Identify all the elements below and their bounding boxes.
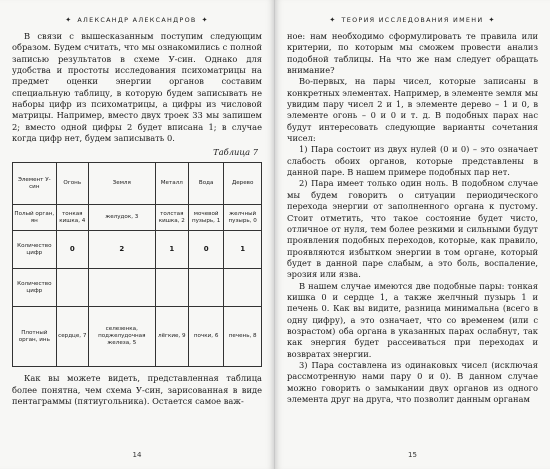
table-cell: печень, 8	[224, 307, 262, 367]
table-row	[13, 231, 262, 269]
table-cell	[155, 269, 188, 307]
table-row-label: Количество цифр	[13, 231, 57, 269]
left-paragraph-2: Как вы можете видеть, представленная таблица более понятна, чем схема У-син, зарисованная в виде пентаграммы (пятиугольника). Остается самое важ-	[12, 373, 262, 407]
table-cell: 0	[56, 231, 88, 269]
table-cell: почки, 6	[188, 307, 223, 367]
table-header-cell: Вода	[188, 163, 223, 205]
right-paragraph-5: В нашем случае имеются две подобные пары: тонкая кишка 0 и сердце 1, а также желчный пузырь 1 и печень 0. Как вы видите, разница минимальна (всего в одну цифру), а это означает, что со временем (или с возрастом) оба органа в указанных парах ослабнут, так как энергия будет рассеиваться при переходах и возвратах энергии.	[287, 280, 538, 359]
table-header-cell: Металл	[155, 163, 188, 205]
table-row	[13, 205, 262, 231]
table-cell: желчный пузырь, 0	[224, 205, 262, 231]
table-cell	[224, 269, 262, 307]
table-row-label: Полый орган, ян	[13, 205, 57, 231]
table-cell: мочевой пузырь, 1	[188, 205, 223, 231]
table-header-cell: Дерево	[224, 163, 262, 205]
table-cell: толстая кишка, 2	[155, 205, 188, 231]
left-body-text	[12, 31, 262, 144]
left-running-head	[12, 14, 262, 26]
table-cell	[188, 269, 223, 307]
table-7	[12, 162, 262, 367]
right-running-head	[287, 14, 538, 26]
left-paragraph-1: В связи с вышесказанным поступим следующим образом. Будем считать, что мы ознакомились с полной записью результатов в схеме У-син. Однако для удобства и простоты исследования психоматрицы на предмет оценки энергии органов составим специальную таблицу, в которую будем записывать не наборы цифр из психоматрицы, а цифры из числовой матрицы. Например, вместо двух троек 33 мы запишем 2; вместо одной цифры 2 будет вписана 1; в случае когда цифр нет, будем записывать 0.	[12, 31, 262, 144]
table-cell: селезенка, поджелудочная железа, 5	[88, 307, 155, 367]
table-row-label: Плотный орган, инь	[13, 307, 57, 367]
right-page-number: 15	[408, 451, 417, 459]
right-paragraph-6: 3) Пара составлена из одинаковых чисел (исключая рассмотренную нами пару 0 и 0). В данном случае можно говорить о замыкании двух органов из одного элемента друг на друга, что позволит данным органам	[287, 359, 538, 404]
right-paragraph-2: Во-первых, на пары чисел, которые записаны в конкретных элементах. Например, в элементе земля мы увидим пару чисел 2 и 1, в элементе дерево – 1 и 0, в элементе огонь – 0 и 0 и т. д. В подобных парах нас будут интересовать следующие варианты сочетания чисел:	[287, 76, 538, 144]
fleuron-icon: ✦	[329, 16, 337, 24]
table-cell	[56, 269, 88, 307]
left-page-number: 14	[132, 451, 142, 459]
right-paragraph-1: ное: нам необходимо сформулировать те правила или критерии, по которым мы сможем провести анализ подобной таблицы. На что же нам следует обращать внимание?	[287, 31, 538, 76]
right-body-text	[287, 31, 538, 405]
table-cell: 1	[155, 231, 188, 269]
table-header-cell: Огонь	[56, 163, 88, 205]
table-row	[13, 269, 262, 307]
fleuron-icon: ✦	[488, 16, 496, 24]
table-cell	[88, 269, 155, 307]
right-paragraph-4: 2) Пара имеет только один ноль. В подобном случае мы будем говорить о ситуации периодического перехода энергии от заполненного органа к пустому. Стоит отметить, что такое состояние будет чисто, отличное от нуля, тем более резкими и сильными будут проявления подобных переходов, которые, как правило, проявляются избытком энергии в том органе, который будет в данной паре слабым, а это боль, воспаление, эрозия или язва.	[287, 178, 538, 280]
fleuron-icon: ✦	[65, 16, 73, 24]
table-cell: сердце, 7	[56, 307, 88, 367]
table-cell: 1	[224, 231, 262, 269]
left-running-head-text: АЛЕКСАНДР АЛЕКСАНДРОВ	[77, 16, 197, 24]
table-cell: 2	[88, 231, 155, 269]
right-page	[275, 0, 550, 469]
table-cell: тонкая кишка, 4	[56, 205, 88, 231]
table-header-cell: Элемент У-син	[13, 163, 57, 205]
table-cell: лёгкие, 9	[155, 307, 188, 367]
left-body-text-2	[12, 373, 262, 407]
table-row	[13, 307, 262, 367]
right-running-head-text: ТЕОРИЯ ИССЛЕДОВАНИЯ ИМЕНИ	[341, 16, 484, 24]
fleuron-icon: ✦	[201, 16, 209, 24]
table-caption: Таблица 7	[213, 147, 258, 158]
table-row-label: Количество цифр	[13, 269, 57, 307]
table-header-cell: Земля	[88, 163, 155, 205]
right-paragraph-3: 1) Пара состоит из двух нулей (0 и 0) – это означает слабость обоих органов, которые представлены в данной паре. В нашем примере подобных пар нет.	[287, 144, 538, 178]
table-cell: желудок, 3	[88, 205, 155, 231]
table-cell: 0	[188, 231, 223, 269]
